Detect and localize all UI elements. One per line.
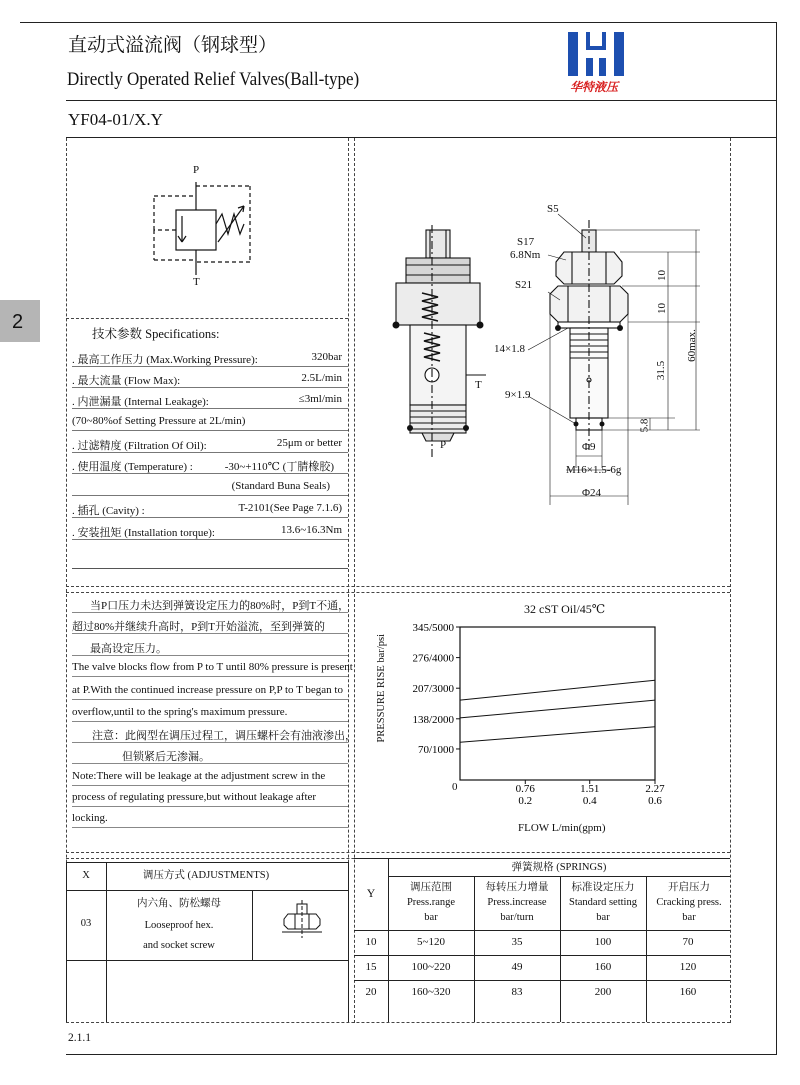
chart-ylabel: PRESSURE RISE bar/psi bbox=[375, 633, 387, 743]
dim-h5-8: 5.8 bbox=[638, 418, 651, 433]
springs-header-cell: Cracking press. bbox=[656, 897, 722, 908]
dim-s17: S17 bbox=[517, 236, 535, 248]
logo-text: 华特液压 bbox=[570, 80, 619, 94]
description-rule bbox=[72, 633, 348, 634]
adjuster-screw-icon bbox=[278, 900, 326, 940]
spec-rule bbox=[72, 539, 348, 540]
description-line: 但锁紧后无渗漏。 bbox=[122, 751, 210, 763]
springs-header-cell: Press.range bbox=[406, 897, 456, 908]
description-line: overflow,until to the spring's maximum pressure. bbox=[72, 706, 288, 718]
dim-h10-mid: 10 bbox=[656, 303, 668, 314]
spec-rule bbox=[72, 430, 348, 431]
spec-value: 25μm or better bbox=[276, 437, 342, 449]
dim-60max: 60max. bbox=[685, 329, 698, 362]
springs-cell: 160 bbox=[679, 986, 697, 998]
adj-col-x: X bbox=[82, 870, 90, 881]
springs-header-cell: 调压范围 bbox=[410, 882, 452, 893]
description-rule bbox=[72, 612, 348, 613]
springs-cell: 70 bbox=[682, 936, 694, 948]
dim-thread: M16×1.5-6g bbox=[566, 464, 622, 476]
section-port-p: P bbox=[440, 439, 447, 451]
adj-desc-en2: and socket screw bbox=[143, 940, 215, 951]
company-logo bbox=[560, 28, 632, 98]
description-rule bbox=[72, 721, 348, 722]
y-tick-label: 70/1000 bbox=[417, 743, 454, 756]
spec-rule bbox=[72, 452, 348, 453]
symbol-port-t: T bbox=[193, 276, 200, 288]
description-rule bbox=[72, 827, 348, 828]
x-tick-label: 0.76 bbox=[515, 783, 535, 795]
description-rule bbox=[72, 785, 348, 786]
y-tick-label: 345/5000 bbox=[412, 622, 454, 634]
springs-cell: 160 bbox=[594, 961, 612, 973]
springs-title: 弹簧规格 (SPRINGS) bbox=[511, 862, 607, 873]
valve-section-view bbox=[382, 225, 492, 465]
description-line: 注意：此阀型在调压过程工，调压螺杆会有油液渗出， bbox=[92, 730, 356, 742]
y-tick-label: 138/2000 bbox=[412, 713, 454, 726]
y-tick-label: 207/3000 bbox=[412, 683, 454, 696]
chart-origin: 0 bbox=[452, 781, 458, 793]
spec-value: -30~+110℃ (丁腈橡胶) bbox=[224, 461, 334, 473]
dim-oring-9: 9×1.9 bbox=[505, 389, 531, 401]
spec-label: . 最大流量 (Flow Max): bbox=[72, 375, 181, 387]
spec-value: (Standard Buna Seals) bbox=[231, 480, 330, 492]
springs-cell: 100 bbox=[594, 936, 612, 948]
springs-cell: 49 bbox=[511, 961, 523, 973]
dim-s21: S21 bbox=[515, 279, 533, 291]
chart-plot-frame bbox=[460, 627, 655, 780]
springs-cell: 83 bbox=[511, 986, 523, 998]
x-tick-label-gpm: 0.4 bbox=[582, 795, 597, 807]
description-rule bbox=[72, 806, 348, 807]
spec-rule bbox=[72, 495, 348, 496]
springs-header-cell: 开启压力 bbox=[668, 882, 710, 893]
spec-rule bbox=[72, 408, 348, 409]
springs-col-y: Y bbox=[366, 888, 376, 900]
springs-cell: 35 bbox=[511, 936, 523, 948]
description-line: 最高设定压力。 bbox=[90, 643, 167, 655]
x-tick-label-gpm: 0.2 bbox=[518, 795, 533, 807]
description-line: process of regulating pressure,but without leakage after bbox=[72, 791, 317, 803]
description-rule bbox=[72, 676, 348, 677]
pressure-flow-chart bbox=[340, 615, 700, 815]
specs-heading: 技术参数 Specifications: bbox=[92, 327, 220, 341]
spec-label: (70~80%of Setting Pressure at 2L/min) bbox=[72, 415, 246, 427]
section-port-t: T bbox=[475, 379, 482, 391]
spec-value: T-2101(See Page 7.1.6) bbox=[238, 502, 342, 514]
springs-header-cell: bar bbox=[682, 912, 696, 923]
page-reference: 2.1.1 bbox=[68, 1032, 91, 1044]
x-tick-label: 1.51 bbox=[580, 783, 600, 795]
symbol-port-p: P bbox=[193, 164, 200, 176]
springs-cell: 100~220 bbox=[411, 961, 451, 973]
description-rule bbox=[72, 655, 348, 656]
springs-cell: 160~320 bbox=[411, 986, 451, 998]
springs-header-cell: 每转压力增量 bbox=[485, 882, 549, 893]
chapter-number: 2 bbox=[12, 311, 24, 333]
spec-rule bbox=[72, 387, 348, 388]
chapter-tab bbox=[0, 300, 40, 342]
dim-s5: S5 bbox=[547, 203, 559, 215]
adj-desc-cn: 内六角、防松螺母 bbox=[137, 898, 221, 909]
title-en: Directly Operated Relief Valves(Ball-type) bbox=[67, 70, 360, 90]
springs-row-code: 10 bbox=[365, 936, 377, 948]
adj-col-title: 调压方式 (ADJUSTMENTS) bbox=[142, 870, 270, 881]
dim-h31-5: 31.5 bbox=[655, 360, 668, 381]
description-line: The valve blocks flow from P to T until 80% pressure is present bbox=[72, 661, 353, 673]
spec-label: . 使用温度 (Temperature) : bbox=[72, 461, 193, 473]
springs-header-cell: bar bbox=[596, 912, 610, 923]
springs-header-cell: bar/turn bbox=[500, 912, 534, 923]
dim-torque: 6.8Nm bbox=[510, 249, 541, 261]
spec-value: 13.6~16.3Nm bbox=[281, 524, 342, 536]
springs-cell: 200 bbox=[594, 986, 612, 998]
spec-value: ≤3ml/min bbox=[298, 393, 342, 405]
springs-cell: 120 bbox=[679, 961, 697, 973]
series-line bbox=[460, 700, 655, 718]
dim-oring-14: 14×1.8 bbox=[494, 343, 525, 355]
y-tick-label: 276/4000 bbox=[412, 652, 454, 665]
spec-rule bbox=[72, 366, 348, 367]
description-rule bbox=[72, 699, 348, 700]
description-line: at P.With the continued increase pressure on P,P to T began to bbox=[72, 684, 343, 696]
springs-cell: 5~120 bbox=[417, 936, 445, 948]
adj-code: 03 bbox=[80, 918, 92, 929]
dim-h10-top: 10 bbox=[656, 270, 668, 281]
x-tick-label-gpm: 0.6 bbox=[648, 795, 662, 807]
spec-value: 2.5L/min bbox=[301, 372, 342, 384]
springs-row-code: 20 bbox=[365, 986, 377, 998]
chart-xlabel: FLOW L/min(gpm) bbox=[518, 822, 606, 834]
series-line bbox=[460, 680, 655, 700]
description-line: 当P口压力未达到弹簧设定压力的80%时，P到T不通， bbox=[90, 600, 350, 612]
spec-label: . 内泄漏量 (Internal Leakage): bbox=[72, 396, 209, 408]
springs-header-cell: Standard setting bbox=[569, 897, 637, 908]
model-code: YF04-01/X.Y bbox=[68, 110, 163, 129]
hydraulic-symbol bbox=[140, 160, 270, 290]
spec-label: . 插孔 (Cavity) : bbox=[72, 505, 145, 517]
spec-rule bbox=[72, 517, 348, 518]
description-line: locking. bbox=[72, 812, 108, 824]
springs-header-cell: bar bbox=[424, 912, 438, 923]
chart-title: 32 cST Oil/45℃ bbox=[524, 602, 606, 616]
dim-d9: Φ9 bbox=[582, 441, 596, 453]
dim-d24: Φ24 bbox=[582, 487, 602, 499]
description-line: 超过80%并继续升高时，P到T开始溢流，至到弹簧的 bbox=[72, 621, 325, 633]
spec-label: . 安装扭矩 (Installation torque): bbox=[72, 527, 215, 539]
description-rule bbox=[72, 742, 348, 743]
springs-header-cell: Press.increase bbox=[487, 897, 547, 908]
spec-label: . 最高工作压力 (Max.Working Pressure): bbox=[72, 354, 258, 366]
adj-desc-en1: Looseproof hex. bbox=[144, 920, 214, 931]
description-rule bbox=[72, 763, 348, 764]
spec-rule bbox=[72, 473, 348, 474]
description-line: Note:There will be leakage at the adjustment screw in the bbox=[72, 770, 326, 782]
springs-row-code: 15 bbox=[365, 961, 377, 973]
title-cn: 直动式溢流阀（钢球型） bbox=[68, 35, 278, 56]
spec-value: 320bar bbox=[311, 351, 342, 363]
springs-header-cell: 标准设定压力 bbox=[571, 882, 635, 893]
x-tick-label: 2.27 bbox=[645, 783, 665, 795]
spec-label: . 过滤精度 (Filtration Of Oil): bbox=[72, 440, 207, 452]
series-line bbox=[460, 727, 655, 743]
